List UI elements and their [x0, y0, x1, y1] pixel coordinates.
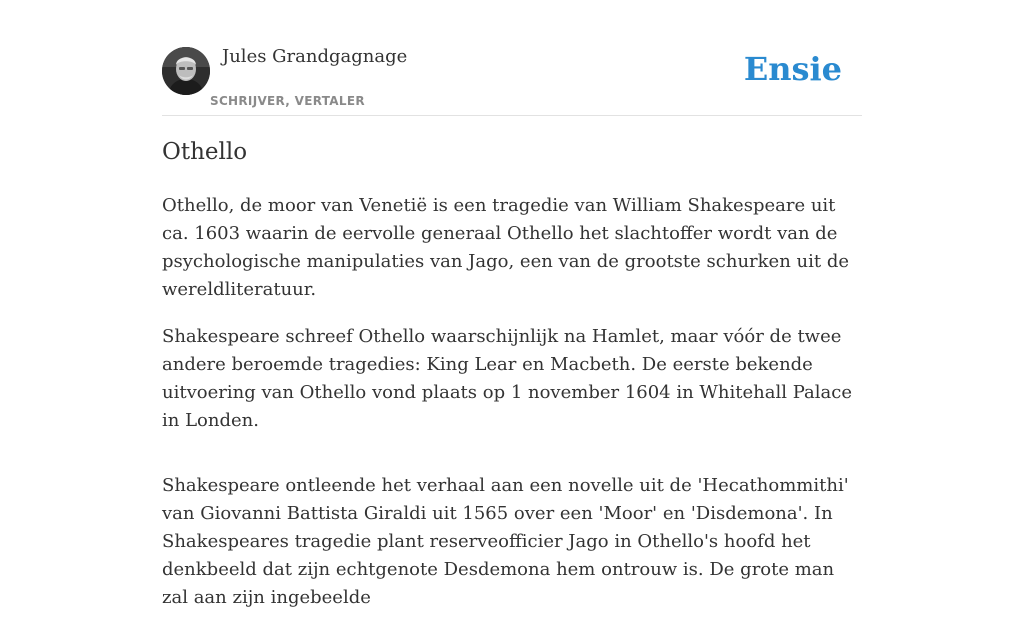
article-paragraph: Shakespeare schreef Othello waarschijnlijk na Hamlet, maar vóór de twee andere beroemde tragedies: King Lear en Macbeth. De eerste bekende uitvoering van Othello vond plaats op 1 november 1604 in Whitehall Palace in Londen. — [162, 326, 852, 431]
author-name[interactable]: Jules Grandgagnage — [222, 46, 408, 67]
article-title: Othello — [162, 139, 248, 165]
author-avatar[interactable] — [162, 47, 210, 95]
article-paragraph: Shakespeare ontleende het verhaal aan een novelle uit de 'Hecathommithi' van Giovanni Battista Giraldi uit 1565 over een 'Moor' en 'Disdemona'. In Shakespeares tragedie plant reserveofficier Jago in Othello's hoofd het denkbeeld dat zijn echtgenote Desdemona hem ontrouw is. De grote man zal aan zijn ingebeelde — [162, 475, 849, 608]
author-role: SCHRIJVER, VERTALER — [210, 94, 365, 108]
article-body — [162, 192, 862, 631]
article-paragraph: Othello, de moor van Venetië is een tragedie van William Shakespeare uit ca. 1603 waarin de eervolle generaal Othello het slachtoffer wordt van de psychologische manipulaties van Jago, een van de grootste schurken uit de wereldliteratuur. — [162, 195, 849, 300]
header-divider — [162, 115, 862, 116]
author-photo-icon — [162, 47, 210, 95]
brand-logo[interactable]: Ensie — [743, 50, 842, 88]
